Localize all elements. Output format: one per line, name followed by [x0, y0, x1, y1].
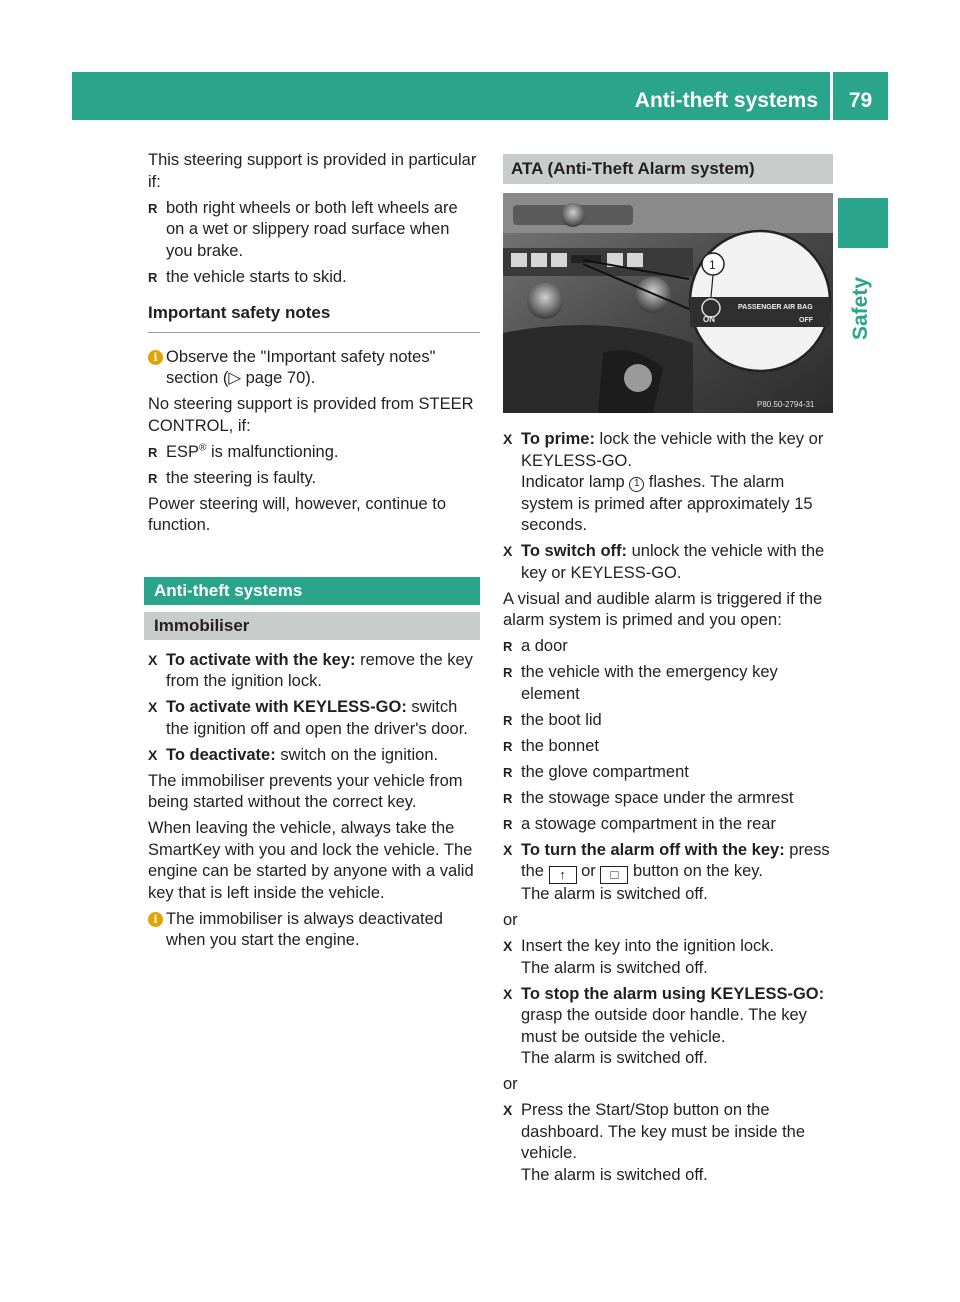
step-text: lock the vehicle with the key or KEYLESS-GO.	[521, 430, 824, 470]
step-text: grasp the outside door handle. The key must be outside the vehicle.	[521, 1006, 807, 1046]
step-label: To switch off:	[521, 542, 628, 560]
step-label: To stop the alarm using KEYLESS-GO:	[521, 984, 825, 1003]
dashboard-photo	[503, 193, 833, 413]
figure-callout-number: 1	[709, 258, 716, 272]
subsection-heading-ata: ATA (Anti-Theft Alarm system)	[503, 154, 833, 184]
instruction-step	[503, 840, 833, 906]
list-item: R the stowage space under the armrest	[503, 788, 833, 810]
info-icon: i	[148, 912, 163, 927]
list-item: R the bonnet	[503, 736, 833, 758]
list-item: R the vehicle with the emergency key element	[503, 662, 833, 705]
info-icon: i	[148, 350, 163, 365]
page-number: 79	[848, 89, 873, 112]
instruction-step	[503, 984, 833, 1070]
unlock-key-icon: ↑	[549, 866, 577, 884]
step-text: remove the key from the ignition lock.	[166, 650, 473, 690]
step-label: To activate with the key:	[166, 650, 356, 669]
result-text: The alarm is switched off.	[521, 885, 708, 903]
result-text: The alarm is switched off.	[521, 1165, 708, 1184]
list-item	[148, 442, 480, 464]
section-heading-anti-theft: Anti-theft systems	[144, 577, 480, 605]
instruction-step	[503, 541, 833, 584]
instruction-step	[503, 1100, 833, 1186]
info-note-text: The immobiliser is always deactivated when you start the engine.	[166, 909, 443, 949]
step-text: switch on the ignition.	[275, 745, 439, 764]
intro-text: This steering support is provided in particular if:	[148, 151, 477, 191]
instruction-step	[148, 650, 480, 693]
right-column	[503, 150, 833, 1191]
esp-suffix: is malfunctioning.	[206, 442, 339, 461]
leaving-vehicle-text: When leaving the vehicle, always take the SmartKey with you and lock the vehicle. The engine can be started by anyone with a valid key that is left inside the vehicle.	[148, 819, 474, 902]
step-text: Indicator lamp	[521, 473, 630, 491]
no-support-text: No steering support is provided from STEER CONTROL, if:	[148, 395, 474, 435]
list-item: R the steering is faulty.	[148, 468, 480, 490]
step-label: To turn the alarm off with the key:	[521, 840, 785, 859]
or-text: or	[503, 911, 518, 929]
result-text: The alarm is switched off.	[521, 958, 708, 977]
instruction-step	[503, 936, 833, 979]
panel-on-label: ON	[703, 315, 715, 324]
safety-notes-heading: Important safety notes	[148, 302, 480, 333]
lock-key-icon: □	[600, 866, 628, 884]
info-note	[148, 909, 480, 952]
instruction-step	[148, 745, 480, 767]
chapter-tab-label: Safety	[849, 276, 872, 340]
or-text: or	[503, 1075, 518, 1093]
page-title: Anti-theft systems	[634, 89, 818, 112]
result-text: The alarm is switched off.	[521, 1049, 708, 1067]
registered-mark: ®	[199, 442, 207, 453]
step-text: Insert the key into the ignition lock.	[521, 937, 775, 955]
list-item: R a door	[503, 636, 833, 658]
power-steering-text: Power steering will, however, continue to function.	[148, 494, 447, 534]
esp-text: ESP	[166, 442, 200, 461]
instruction-step	[503, 429, 833, 537]
step-text: the	[521, 862, 549, 880]
step-text: press	[784, 840, 830, 859]
info-note-text: Observe the "Important safety notes" section (▷ page 70).	[166, 347, 436, 387]
step-label: To deactivate:	[166, 745, 276, 764]
alarm-trigger-text: A visual and audible alarm is triggered if the alarm system is primed and you open:	[503, 589, 823, 629]
subsection-heading-immobiliser: Immobiliser	[144, 612, 480, 640]
list-item: R the boot lid	[503, 710, 833, 732]
dashboard-illustration	[503, 193, 833, 413]
immobiliser-description: The immobiliser prevents your vehicle from being started without the correct key.	[148, 771, 463, 811]
instruction-step	[148, 697, 480, 740]
callout-1-icon: 1	[629, 477, 644, 492]
figure-code: P80.50-2794-31	[757, 400, 815, 409]
step-text: switch the ignition off and open the driver's door.	[166, 698, 468, 738]
list-item: R both right wheels or both left wheels are on a wet or slippery road surface when you brake.	[148, 198, 480, 263]
step-text: or	[576, 862, 601, 880]
step-text: unlock the vehicle with the key or KEYLESS-GO.	[521, 542, 825, 582]
step-label: To prime:	[521, 430, 595, 448]
step-text: button on the key.	[628, 862, 763, 880]
list-item: R the vehicle starts to skid.	[148, 267, 480, 289]
chapter-tab-marker	[838, 198, 888, 248]
step-text: flashes. The alarm system is primed after approximately 15 seconds.	[521, 473, 813, 534]
step-text: Press the Start/Stop button on the dashboard. The key must be inside the vehicle.	[521, 1101, 806, 1162]
info-note	[148, 347, 480, 390]
left-column	[148, 150, 480, 956]
panel-passenger-airbag-label: PASSENGER AIR BAG	[738, 304, 813, 311]
list-item: R a stowage compartment in the rear	[503, 814, 833, 836]
step-label: To activate with KEYLESS-GO:	[166, 698, 407, 716]
list-item: R the glove compartment	[503, 762, 833, 784]
panel-off-label: OFF	[799, 317, 813, 324]
